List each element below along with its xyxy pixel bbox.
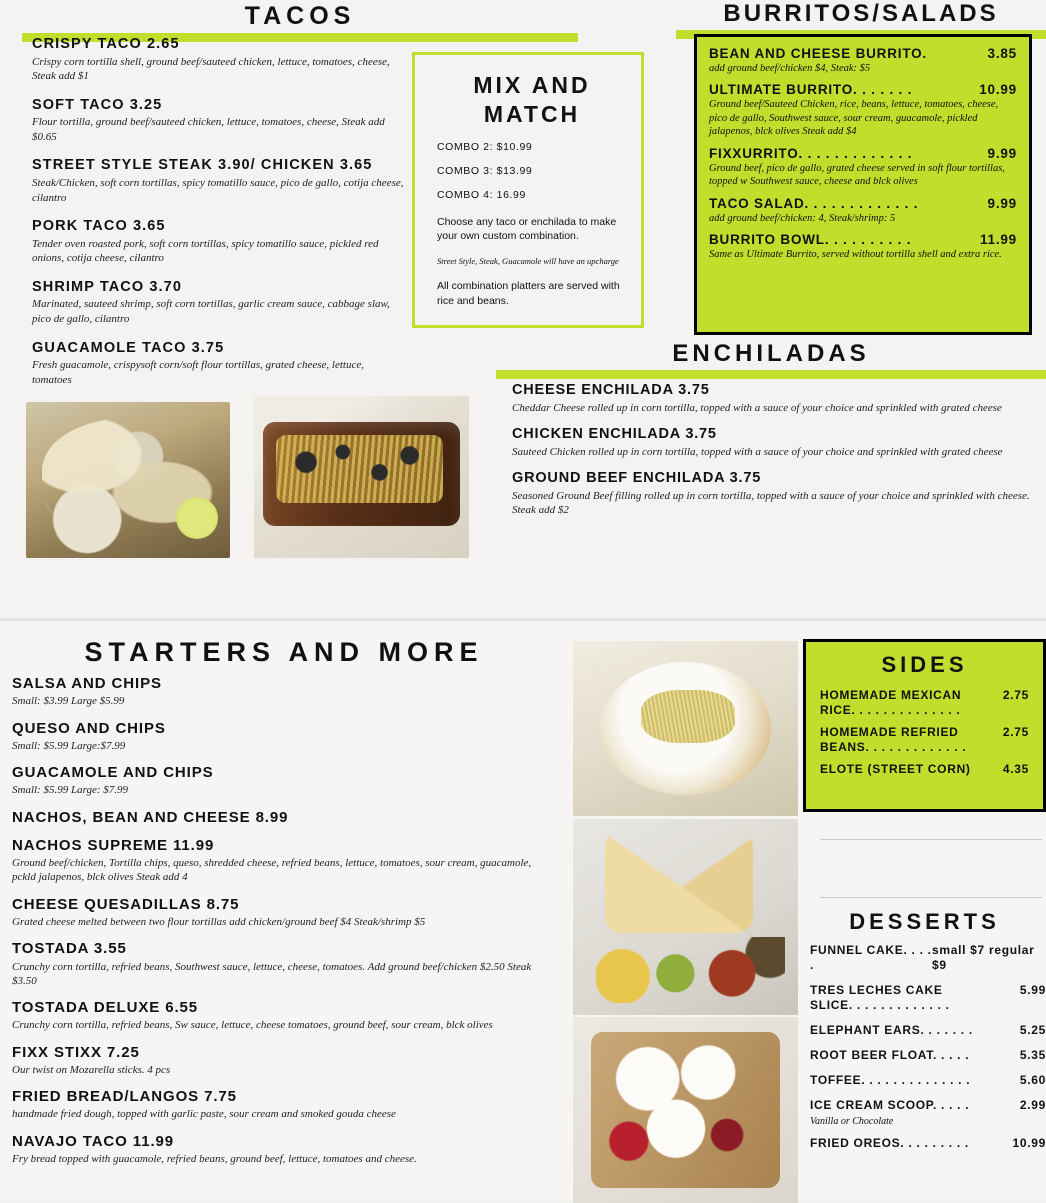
- mix-title-line1: MIX AND: [473, 72, 591, 98]
- item-desc: Grated cheese melted between two flour tortillas add chicken/ground beef $4 Steak/shrimp $5: [12, 915, 426, 928]
- list-item: [810, 1098, 1046, 1113]
- item-desc: Ground beef/chicken, Tortilla chips, queso, shredded cheese, refried beans, lettuce, tomatoes, sour cream, guacamole, pckld jalapenos, blck olives Steak add 4: [12, 857, 532, 884]
- item-price: 2.75: [1002, 688, 1029, 702]
- item-name: NAVAJO TACO 11.99: [12, 1132, 175, 1150]
- item-name: TOSTADA DELUXE 6.55: [12, 999, 199, 1017]
- list-item: [12, 764, 557, 798]
- item-desc: Crunchy corn tortilla, refried beans, Southwest sauce, lettuce, cheese, tomatoes. Add ground beef/chicken $2.50 Steak $3.50: [12, 960, 532, 987]
- list-item: [32, 340, 404, 388]
- tacos-photo: [26, 402, 230, 558]
- item-name: SOFT TACO 3.25: [32, 96, 163, 113]
- list-item: [12, 896, 557, 930]
- list-item: [12, 720, 557, 754]
- tacos-title: TACOS: [244, 2, 356, 30]
- enchiladas-title: ENCHILADAS: [672, 340, 870, 367]
- item-name: TRES LECHES CAKE SLICE. . . . . . . . . . . . .: [810, 983, 950, 1012]
- item-name: QUESO AND CHIPS: [12, 719, 166, 737]
- burritos-title: BURRITOS/SALADS: [723, 0, 999, 27]
- item-desc: Crispy corn tortilla shell, ground beef/sauteed chicken, lettuce, tomatoes, cheese, Steak add $1: [32, 55, 390, 83]
- list-item: [512, 470, 1032, 517]
- item-desc: Ground beef, pico de gallo, grated cheese served in soft flour tortillas, topped w Southwest sauce, cheese and blck olives: [709, 162, 1005, 188]
- item-name: ULTIMATE BURRITO. . . . . . .: [709, 82, 913, 98]
- item-desc: add ground beef/chicken $4, Steak: $5: [709, 63, 871, 74]
- enchiladas-underline: [496, 370, 1046, 379]
- item-price: small $7 regular $9: [931, 943, 1035, 972]
- item-name: FUNNEL CAKE. . . . .: [810, 943, 932, 972]
- list-item: [12, 837, 557, 885]
- item-desc: Small: $5.99 Large: $7.99: [12, 784, 129, 797]
- item-name: HOMEMADE REFRIED BEANS. . . . . . . . . . . . .: [820, 725, 967, 754]
- starters-title: STARTERS AND MORE: [84, 637, 484, 667]
- item-name: ELEPHANT EARS. . . . . . .: [810, 1023, 973, 1037]
- item-name: TOSTADA 3.55: [12, 940, 127, 958]
- item-desc: Fry bread topped with guacamole, refried beans, ground beef, lettuce, tomatoes and cheese.: [12, 1153, 417, 1166]
- item-desc: Our twist on Mozarella sticks. 4 pcs: [12, 1063, 171, 1076]
- list-item: [709, 46, 1017, 75]
- item-name: FRIED OREOS. . . . . . . . .: [810, 1136, 969, 1150]
- item-row: [709, 146, 1017, 161]
- mix-upcharge-note: Street Style, Steak, Guacamole will have an upcharge: [437, 255, 619, 266]
- item-name: ROOT BEER FLOAT. . . . .: [810, 1048, 970, 1062]
- desserts-list: [810, 943, 1046, 1161]
- item-desc: Sauteed Chicken rolled up in corn tortilla, topped with a sauce of your choice and sprinkled with grated cheese: [512, 445, 1003, 458]
- item-price: 10.99: [1012, 1136, 1046, 1150]
- list-item: [32, 218, 404, 266]
- desserts-divider: [820, 897, 1042, 898]
- item-price: 9.99: [987, 145, 1017, 161]
- item-name: NACHOS, BEAN AND CHEESE 8.99: [12, 808, 289, 826]
- item-desc: Crunchy corn tortilla, refried beans, Sw sauce, lettuce, cheese tomatoes, ground beef, sour cream, blck olives: [12, 1019, 493, 1032]
- item-price: 5.35: [1019, 1048, 1046, 1062]
- combo-line: COMBO 4: 16.99: [437, 188, 526, 201]
- item-name: BEAN AND CHEESE BURRITO.: [709, 46, 927, 61]
- item-name: STREET STYLE STEAK 3.90/ CHICKEN 3.65: [32, 157, 373, 174]
- item-name: FIXX STIXX 7.25: [12, 1043, 140, 1061]
- item-name: HOMEMADE MEXICAN RICE. . . . . . . . . . . . . .: [820, 688, 962, 717]
- burritos-box: [694, 34, 1032, 335]
- item-row: [709, 46, 1017, 61]
- list-item: [512, 382, 1032, 415]
- item-name: CRISPY TACO 2.65: [32, 36, 180, 52]
- starters-list: [12, 675, 557, 1177]
- item-name: PORK TACO 3.65: [32, 218, 166, 235]
- item-price: 2.99: [1019, 1098, 1046, 1112]
- list-item: [820, 762, 1029, 777]
- item-price: 11.99: [979, 232, 1017, 248]
- list-item: [32, 36, 404, 84]
- list-item: [810, 1136, 1046, 1151]
- list-item: [12, 809, 557, 826]
- combo-line: COMBO 2: $10.99: [437, 140, 533, 153]
- list-item: [12, 1133, 557, 1167]
- item-desc: Steak/Chicken, soft corn tortillas, spicy tomatillo sauce, pico de gallo, cotija cheese, cilantro: [32, 177, 404, 204]
- item-price: 9.99: [987, 195, 1017, 211]
- list-item: [820, 688, 1029, 718]
- sopapilla-photo: [573, 641, 798, 816]
- item-price: 5.99: [1019, 983, 1046, 997]
- tacos-list: [32, 36, 404, 400]
- mix-and-match-box: [412, 52, 644, 328]
- desserts-title: DESSERTS: [849, 909, 1000, 934]
- list-item: [12, 675, 557, 709]
- item-price: 10.99: [979, 82, 1017, 98]
- item-name: GUACAMOLE AND CHIPS: [12, 764, 214, 782]
- item-name: FRIED BREAD/LANGOS 7.75: [12, 1088, 237, 1106]
- item-name: ELOTE (STREET CORN): [820, 762, 971, 776]
- item-desc: Vanilla or Chocolate: [810, 1116, 894, 1127]
- list-item: [709, 232, 1017, 261]
- item-name: GUACAMOLE TACO 3.75: [32, 339, 225, 356]
- sides-divider: [820, 839, 1042, 840]
- item-desc: Marinated, sauteed shrimp, soft corn tortillas, garlic cream sauce, cabbage slaw, pico de gallo, cilantro: [32, 298, 390, 325]
- list-item: [810, 1048, 1046, 1063]
- item-desc: Small: $3.99 Large $5.99: [12, 695, 125, 708]
- list-item: [810, 983, 1046, 1013]
- item-row: [709, 196, 1017, 211]
- list-item: [32, 279, 404, 327]
- item-desc: add ground beef/chicken: 4, Steak/shrimp: 5: [709, 212, 896, 224]
- list-item: [810, 943, 1046, 973]
- item-row: [709, 82, 1017, 97]
- item-desc: Tender oven roasted pork, soft corn tortillas, spicy tomatillo sauce, pickled red onions, cotija cheese, cilantro: [32, 237, 379, 265]
- sides-box: [803, 639, 1046, 812]
- list-item: [12, 1044, 557, 1078]
- sides-title: SIDES: [881, 652, 968, 677]
- enchiladas-heading: [496, 340, 1046, 379]
- item-desc: Cheddar Cheese rolled up in corn tortilla, topped with a sauce of your choice and sprinkled with grated cheese: [512, 401, 1002, 414]
- item-price: 5.25: [1019, 1023, 1046, 1037]
- mix-platters-note: All combination platters are served with rice and beans.: [437, 280, 620, 308]
- item-price: 5.60: [1019, 1073, 1046, 1087]
- item-name: SALSA AND CHIPS: [12, 675, 162, 692]
- item-desc: handmade fried dough, topped with garlic paste, sour cream and smoked gouda cheese: [12, 1108, 396, 1121]
- list-item: [820, 725, 1029, 755]
- item-desc: Same as Ultimate Burrito, served without tortilla shell and extra rice.: [709, 249, 1002, 261]
- item-name: TACO SALAD. . . . . . . . . . . . .: [709, 195, 919, 211]
- list-item: [709, 196, 1017, 225]
- item-name: SHRIMP TACO 3.70: [32, 278, 183, 295]
- item-name: NACHOS SUPREME 11.99: [12, 836, 215, 854]
- list-item: [12, 1088, 557, 1122]
- list-item: [810, 1023, 1046, 1038]
- list-item: [709, 82, 1017, 138]
- item-name: CHICKEN ENCHILADA 3.75: [512, 425, 717, 442]
- list-item: [512, 426, 1032, 459]
- item-price: 4.35: [1002, 762, 1029, 776]
- item-name: FIXXURRITO. . . . . . . . . . . . .: [709, 145, 913, 161]
- item-price: 2.75: [1002, 725, 1029, 739]
- chips-and-dips-photo: [573, 819, 798, 1015]
- list-item: [810, 1073, 1046, 1088]
- item-name: TOFFEE. . . . . . . . . . . . . .: [810, 1073, 971, 1087]
- bottom-panel: [0, 618, 1046, 1200]
- mix-note: Choose any taco or enchilada to make your own custom combination.: [437, 215, 617, 243]
- list-item: [12, 940, 557, 988]
- item-name: ICE CREAM SCOOP. . . . .: [810, 1098, 970, 1112]
- item-desc: Small: $5.99 Large:$7.99: [12, 739, 126, 752]
- list-item: [12, 999, 557, 1033]
- item-row: [709, 232, 1017, 247]
- list-item: [32, 97, 404, 145]
- item-desc: Flour tortilla, ground beef/sauteed chicken, lettuce, tomatoes, cheese, Steak add $0.65: [32, 116, 385, 143]
- enchiladas-list: [512, 382, 1032, 528]
- item-desc: Seasoned Ground Beef filling rolled up in corn tortilla, topped with a sauce of your choice and sprinkled with cheese. Steak add $2: [512, 489, 1030, 516]
- item-name: BURRITO BOWL. . . . . . . . . .: [709, 232, 912, 248]
- item-name: GROUND BEEF ENCHILADA 3.75: [512, 469, 762, 486]
- item-desc: Fresh guacamole, crispysoft corn/soft flour tortillas, grated cheese, lettuce, tomatoes: [32, 359, 364, 386]
- dessert-photo: [573, 1017, 798, 1203]
- item-name: CHEESE ENCHILADA 3.75: [512, 382, 710, 398]
- enchiladas-photo: [254, 396, 469, 558]
- item-name: CHEESE QUESADILLAS 8.75: [12, 895, 240, 913]
- combo-line: COMBO 3: $13.99: [437, 164, 533, 177]
- mix-title-line2: MATCH: [483, 100, 581, 127]
- list-item: [709, 146, 1017, 189]
- item-price: 3.85: [987, 46, 1017, 61]
- mix-title: [437, 71, 627, 129]
- item-desc: Ground beef/Sauteed Chicken, rice, beans, lettuce, tomatoes, cheese, pico de gallo, Southwest sauce, sour cream, guacamole, pickled jalapenos, blck olives Steak add $4: [709, 99, 999, 138]
- list-item: [32, 157, 404, 205]
